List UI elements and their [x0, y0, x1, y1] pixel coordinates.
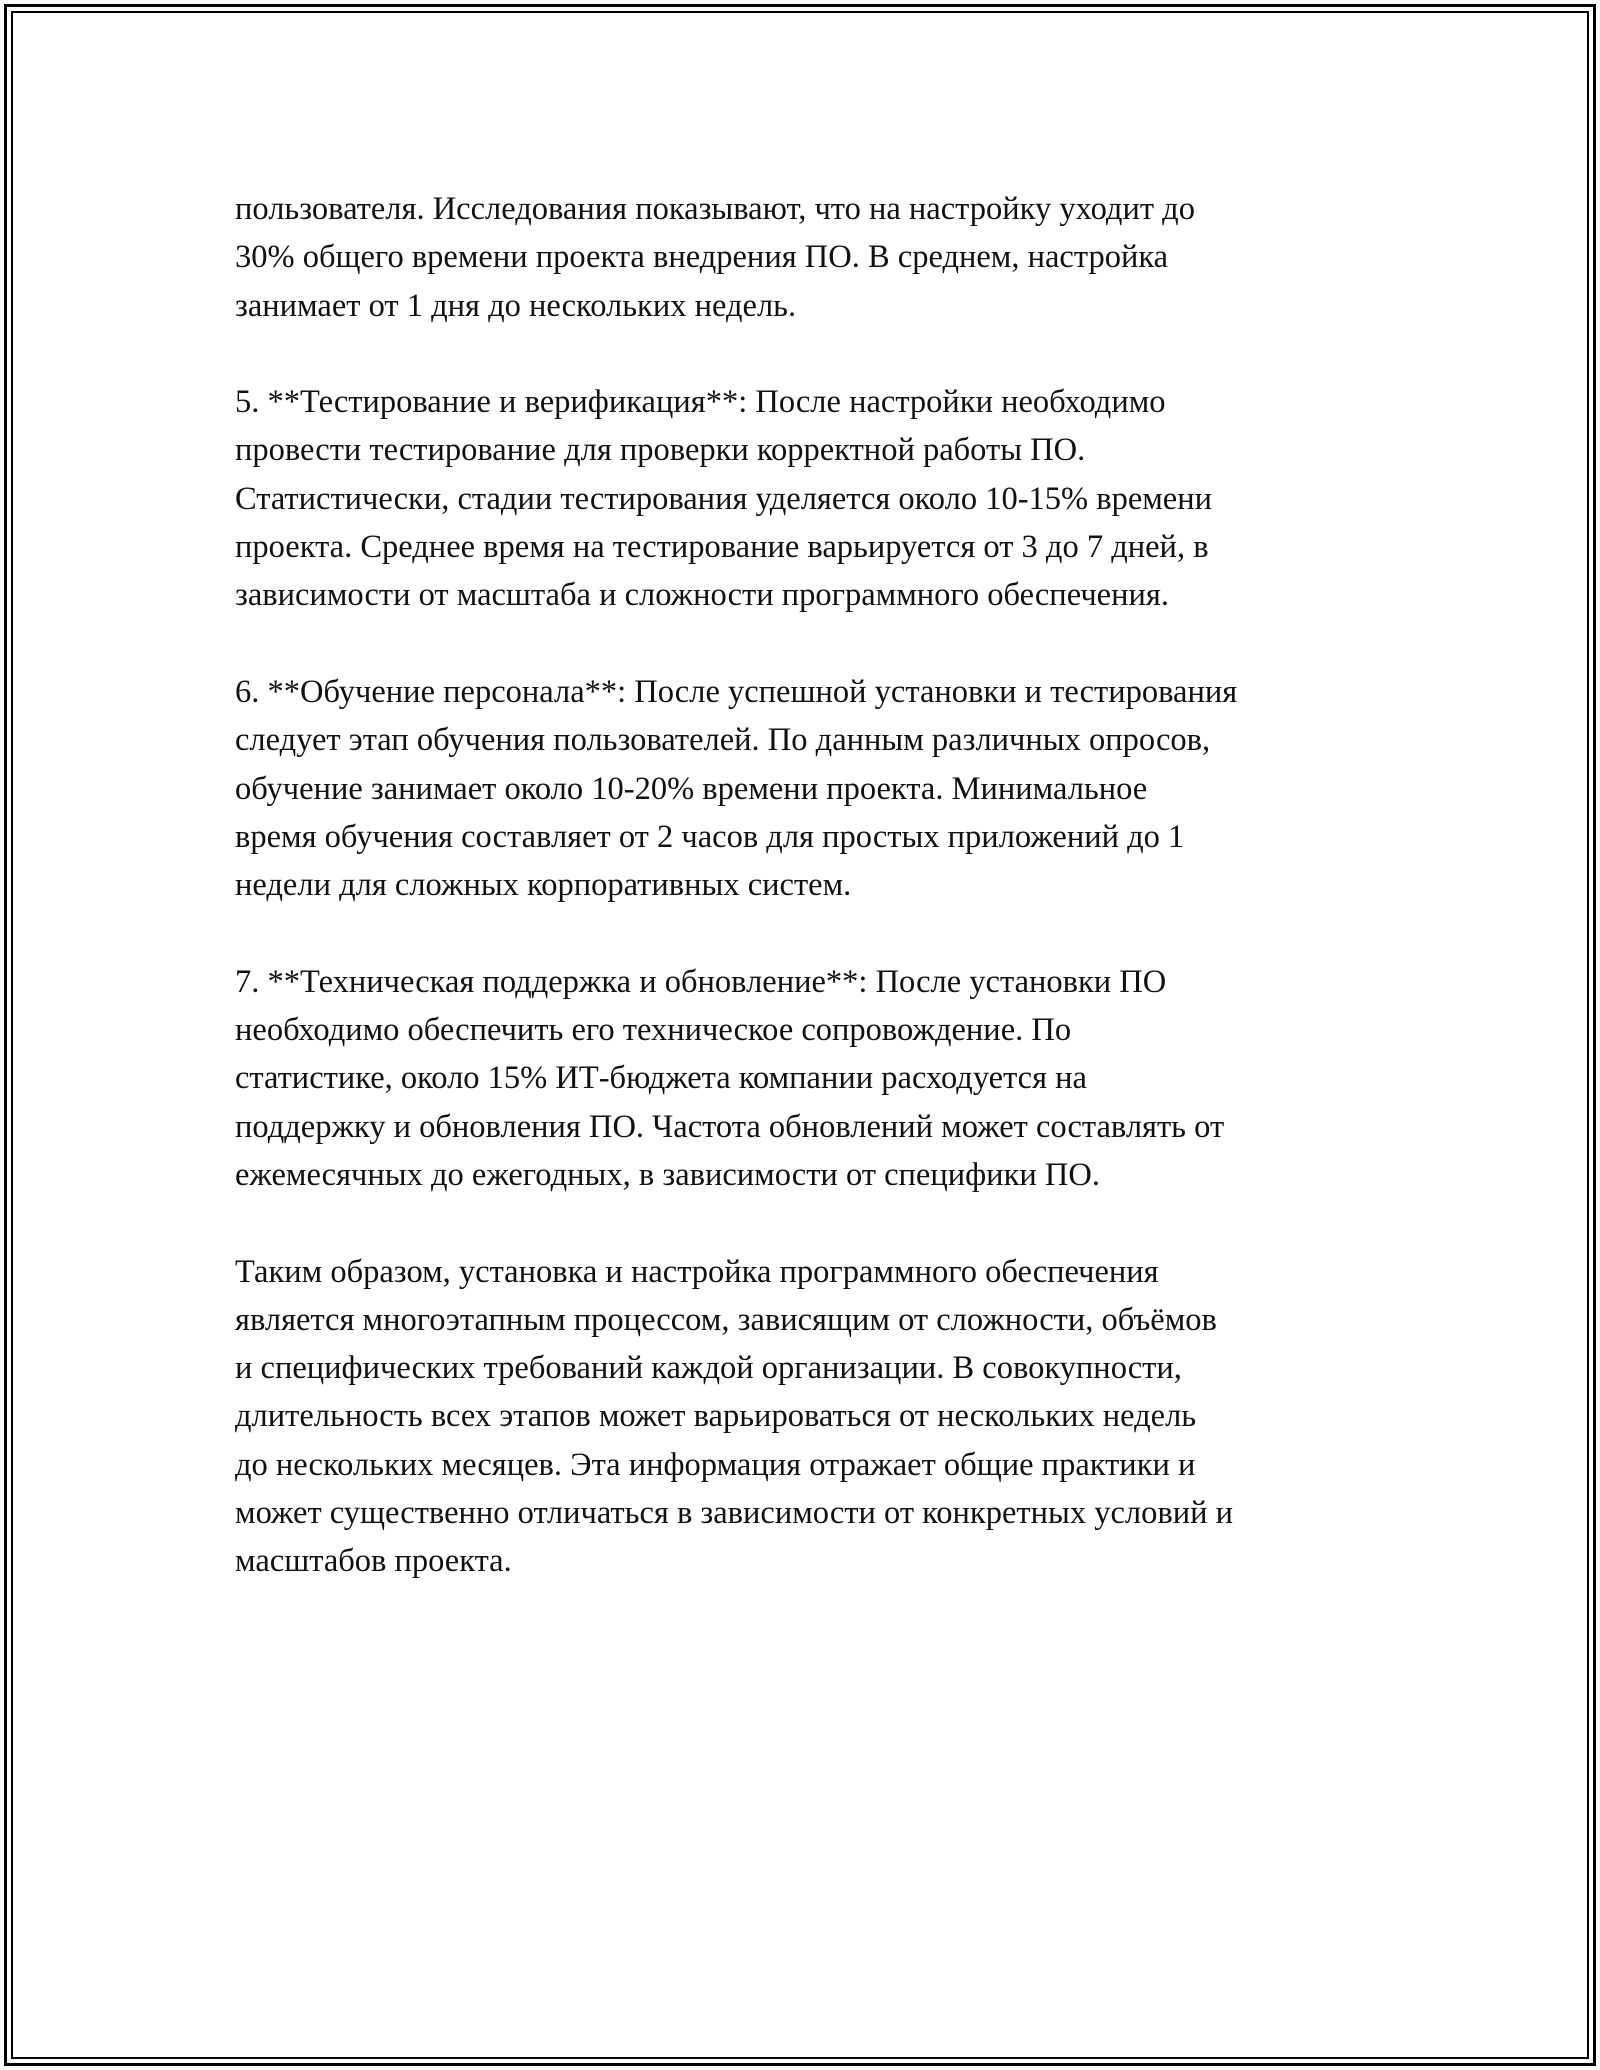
paragraph-setup-continuation — [235, 185, 1375, 330]
text-line: 6. **Обучение персонала**: После успешной установки и тестирования — [235, 673, 1238, 710]
text-line: зависимости от масштаба и сложности программного обеспечения. — [235, 577, 1169, 614]
text-line: статистике, около 15% ИТ-бюджета компании расходуется на — [235, 1060, 1087, 1097]
text-line: Статистически, стадии тестирования уделяется около 10-15% времени — [235, 480, 1213, 517]
text-line: время обучения составляет от 2 часов для простых приложений до 1 — [235, 818, 1185, 855]
text-line: проекта. Среднее время на тестирование варьируется от 3 до 7 дней, в — [235, 529, 1209, 566]
text-line: обучение занимает около 10-20% времени проекта. Минимальное — [235, 770, 1148, 807]
text-line: необходимо обеспечить его техническое сопровождение. По — [235, 1012, 1072, 1049]
text-line: является многоэтапным процессом, зависящим от сложности, объёмов — [235, 1301, 1217, 1338]
text-line: 30% общего времени проекта внедрения ПО. В среднем, настройка — [235, 239, 1169, 276]
text-line: 7. **Техническая поддержка и обновление**: После установки ПО — [235, 963, 1167, 1000]
text-line: следует этап обучения пользователей. По данным различных опросов, — [235, 722, 1211, 759]
text-line: поддержку и обновления ПО. Частота обновлений может составлять от — [235, 1108, 1225, 1145]
text-line: пользователя. Исследования показывают, что на настройку уходит до — [235, 191, 1195, 227]
paragraph-conclusion — [235, 1248, 1375, 1586]
text-line: длительность всех этапов может варьироваться от нескольких недель — [235, 1398, 1197, 1435]
text-line: провести тестирование для проверки корректной работы ПО. — [235, 432, 1086, 469]
text-line: масштабов проекта. — [235, 1543, 512, 1580]
text-line: недели для сложных корпоративных систем. — [235, 867, 852, 904]
text-line: и специфических требований каждой организации. В совокупности, — [235, 1350, 1182, 1387]
paragraph-training — [235, 668, 1375, 909]
document-body — [235, 185, 1375, 1586]
text-line: до нескольких месяцев. Эта информация отражает общие практики и — [235, 1446, 1196, 1483]
text-line: Таким образом, установка и настройка программного обеспечения — [235, 1253, 1159, 1290]
paragraph-support — [235, 958, 1375, 1199]
text-line: 5. **Тестирование и верификация**: После настройки необходимо — [235, 384, 1166, 421]
text-line: занимает от 1 дня до нескольких недель. — [235, 287, 797, 324]
text-line: ежемесячных до ежегодных, в зависимости от специфики ПО. — [235, 1156, 1100, 1193]
paragraph-testing — [235, 378, 1375, 619]
text-line: может существенно отличаться в зависимости от конкретных условий и — [235, 1495, 1233, 1532]
